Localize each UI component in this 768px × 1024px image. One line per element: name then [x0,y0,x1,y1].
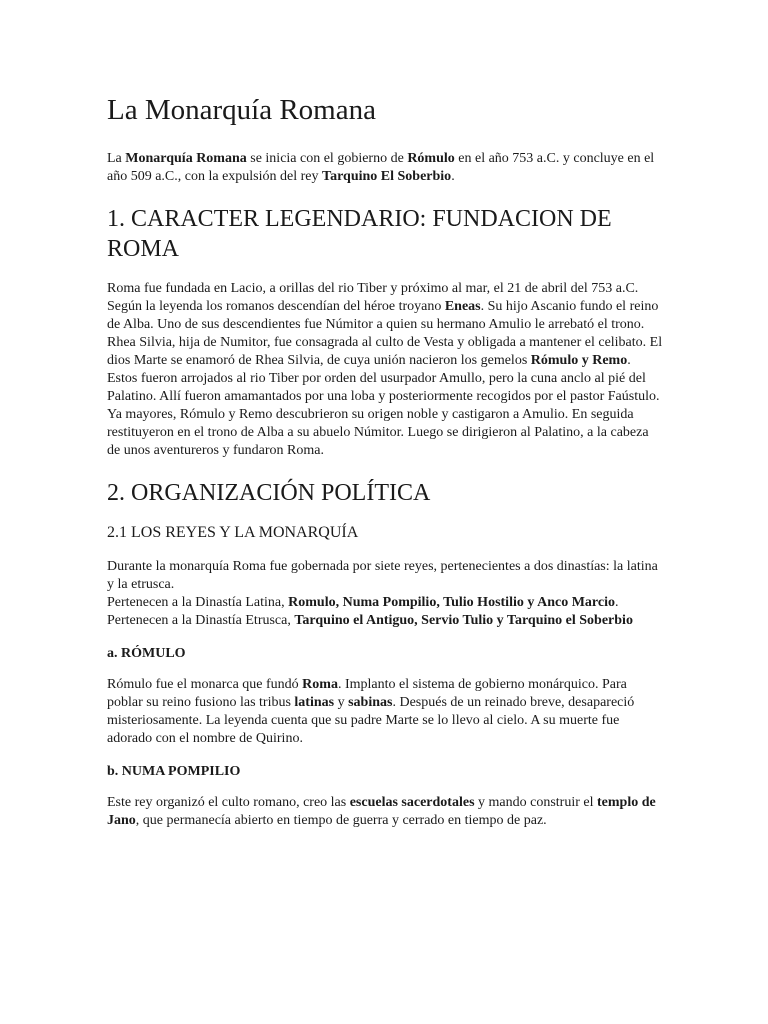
section-1-para-1: Roma fue fundada en Lacio, a orillas del rio Tiber y próximo al mar, el 21 de abril del 753 a.C. [107,281,639,296]
romulo-text-3: y [334,695,349,710]
romulo-heading: a. RÓMULO [107,646,186,661]
section-2-1-para-2 [107,594,663,612]
romulo-bold-1: Roma [302,677,338,692]
section-2-heading: 2. ORGANIZACIÓN POLÍTICA [107,480,431,506]
intro-paragraph [107,150,663,186]
intro-text-3: en el año 753 a.C. y concluye en el año 509 a.C., con la expulsión del rey [107,151,655,184]
section-2-1-para-2-text-c: . [614,595,619,610]
section-1-body [107,280,663,460]
intro-bold-3: Tarquino El Soberbio [322,169,452,184]
section-1-para-3-text-a: Rhea Silvia, hija de Numitor, fue consagrada al culto de Vesta y obligada a mantener el celibato. El dios Marte se enamoró de Rhea Silvia, de cuya unión nacieron los gemelos [107,335,663,368]
romulo-paragraph [107,676,663,748]
romulo-text-2: . Implanto el sistema de gobierno monárquico. Para poblar su reino fusiono las tribus [107,677,627,710]
numa-bold-1: escuelas sacerdotales [349,795,475,810]
intro-text-4: . [451,169,455,184]
romulo-bold-2: latinas [294,695,335,710]
section-2-1-body [107,558,663,630]
numa-text-2: y mando construir el [474,795,598,810]
intro-text-1: La [107,151,126,166]
section-2-1-para-1: Durante la monarquía Roma fue gobernada por siete reyes, pertenecientes a dos dinastías: la latina y la etrusca. [107,559,658,592]
intro-text-2: se inicia con el gobierno de [246,151,408,166]
section-1-heading: 1. CARACTER LEGENDARIO: FUNDACION DE ROMA [107,206,612,262]
section-2-1-para-3-bold: Tarquino el Antiguo, Servio Tulio y Tarquino el Soberbio [294,613,633,628]
section-2-1-para-2-text-a: Pertenecen a la Dinastía Latina, [107,595,289,610]
section-2-1-para-3-text-a: Pertenecen a la Dinastía Etrusca, [107,613,295,628]
page-title: La Monarquía Romana [107,94,376,126]
numa-text-3: , que permanecía abierto en tiempo de guerra y cerrado en tiempo de paz. [135,813,547,828]
numa-text-1: Este rey organizó el culto romano, creo las [107,795,350,810]
section-1-para-4: Ya mayores, Rómulo y Remo descubrieron su origen noble y castigaron a Amulio. En seguida restituyeron en el trono de Alba a su abuelo Númitor. Luego se dirigieron al Palatino, a la cabeza de unos aventureros y fundaron Roma. [107,407,649,458]
numa-paragraph [107,794,663,830]
document-page [107,88,663,844]
section-2-1-para-3 [107,612,663,630]
numa-bold-2: templo de Jano [107,795,656,828]
section-1-para-2-text-c: . Su hijo Ascanio fundo el reino de Alba. Uno de sus descendientes fue Númitor a quien su hermano Amulio le arrebató el trono. [107,299,659,332]
section-1-para-3 [107,334,663,406]
section-2-1-heading: 2.1 LOS REYES Y LA MONARQUÍA [107,524,359,541]
section-1-para-3-bold: Rómulo y Remo [530,353,628,368]
section-1-para-2-bold: Eneas [444,299,481,314]
intro-bold-2: Rómulo [407,151,455,166]
section-2-1-para-2-bold: Romulo, Numa Pompilio, Tulio Hostilio y Anco Marcio [288,595,615,610]
romulo-text-1: Rómulo fue el monarca que fundó [107,677,303,692]
section-1-para-3-text-c: . Estos fueron arrojados al rio Tiber por orden del usurpador Amullo, pero la cuna anclo al pié del Palatino. Allí fueron amamantados por una loba y posteriormente recogidos por el pastor Faústulo. [107,353,660,404]
romulo-text-4: . Después de un reinado breve, desapareció misteriosamente. La leyenda cuenta que su padre Marte se lo llevo al cielo. A su muerte fue adorado con el nombre de Quirino. [107,695,635,746]
section-1-para-2-text-a: Según la leyenda los romanos descendían del héroe troyano [107,299,445,314]
section-1-para-2 [107,298,663,334]
numa-heading: b. NUMA POMPILIO [107,764,241,779]
romulo-bold-3: sabinas [348,695,393,710]
intro-bold-1: Monarquía Romana [125,151,247,166]
